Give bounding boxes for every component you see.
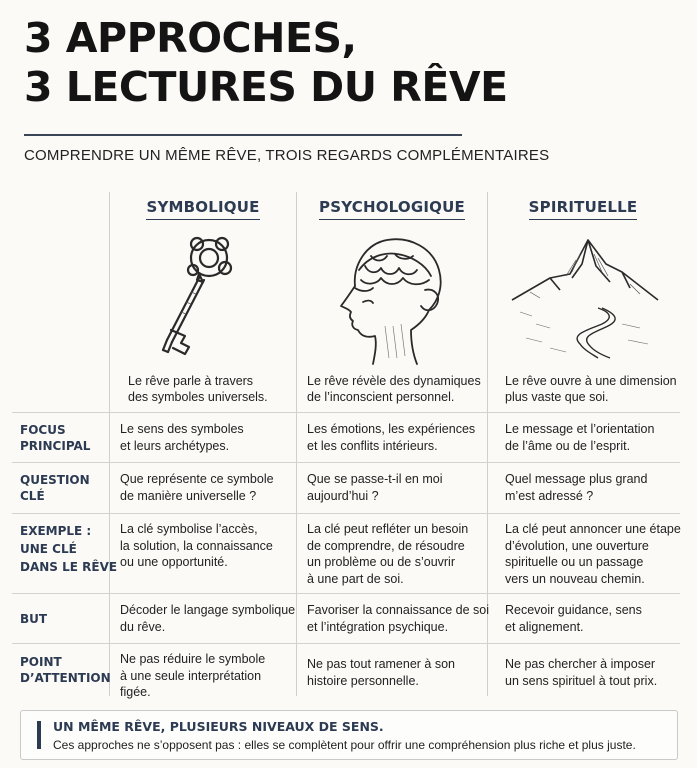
row-label-focus: FOCUS PRINCIPAL xyxy=(20,423,91,453)
footer-callout xyxy=(20,710,678,760)
column-heading-psychologique: PSYCHOLOGIQUE xyxy=(297,198,487,220)
page-title xyxy=(24,14,508,112)
title-line-1: 3 APPROCHES, xyxy=(24,14,357,62)
intro-psychologique: Le rêve révèle des dynamiques de l’inconscient personnel. xyxy=(307,374,481,404)
row-label-exemple: EXEMPLE : UNE CLÉ DANS LE RÊVE xyxy=(20,524,118,574)
title-line-2: 3 LECTURES DU RÊVE xyxy=(24,63,508,111)
row-label-but: BUT xyxy=(20,612,48,626)
key-icon xyxy=(145,230,245,360)
row-divider xyxy=(12,513,680,514)
cell-but-spirituelle: Recevoir guidance, sens et alignement. xyxy=(505,603,642,634)
column-heading-symbolique: SYMBOLIQUE xyxy=(110,198,296,220)
intro-symbolique: Le rêve parle à travers des symboles universels. xyxy=(128,374,268,404)
intro-spirituelle: Le rêve ouvre à une dimension plus vaste que soi. xyxy=(505,374,677,404)
cell-focus-symbolique: Le sens des symboles et leurs archétypes. xyxy=(120,422,244,453)
cell-but-psychologique: Favoriser la connaissance de soi et l’intégration psychique. xyxy=(307,603,490,634)
cell-focus-psychologique: Les émotions, les expériences et les conflits intérieurs. xyxy=(307,422,476,453)
row-divider xyxy=(12,593,680,594)
footer-text: Ces approches ne s’opposent pas : elles se complètent pour offrir une compréhension plus riche et plus juste. xyxy=(53,738,636,752)
row-divider xyxy=(12,412,680,413)
row-label-question: QUESTION CLÉ xyxy=(20,473,90,503)
row-divider xyxy=(12,462,680,463)
cell-focus-spirituelle: Le message et l’orientation de l’âme ou de l’esprit. xyxy=(505,422,655,453)
cell-exemple-symbolique: La clé symbolise l’accès, la solution, la connaissance ou une opportunité. xyxy=(120,522,273,569)
cell-exemple-psychologique: La clé peut refléter un besoin de comprendre, de résoudre un problème ou de s’ouvrir à une part de soi. xyxy=(307,522,469,586)
cell-attention-psychologique: Ne pas tout ramener à son histoire personnelle. xyxy=(307,657,455,688)
row-divider xyxy=(12,643,680,644)
cell-but-symbolique: Décoder le langage symbolique du rêve. xyxy=(120,603,296,634)
title-underline xyxy=(24,134,462,136)
head-brain-icon xyxy=(325,226,460,366)
cell-question-spirituelle: Quel message plus grand m’est adressé ? xyxy=(505,472,648,503)
cell-attention-spirituelle: Ne pas chercher à imposer un sens spirituel à tout prix. xyxy=(505,657,658,688)
footer-title: UN MÊME RÊVE, PLUSIEURS NIVEAUX DE SENS. xyxy=(53,719,384,734)
cell-question-psychologique: Que se passe-t-il en moi aujourd’hui ? xyxy=(307,472,443,503)
cell-exemple-spirituelle: La clé peut annoncer une étape d’évolution, une ouverture spirituelle ou un passage vers un nouveau chemin. xyxy=(505,522,681,586)
footer-accent-bar xyxy=(37,721,41,749)
column-divider xyxy=(109,192,110,696)
row-label-attention: POINT D’ATTENTION xyxy=(20,655,111,685)
cell-question-symbolique: Que représente ce symbole de manière universelle ? xyxy=(120,472,274,503)
column-divider xyxy=(296,192,297,696)
cell-attention-symbolique: Ne pas réduire le symbole à une seule interprétation figée. xyxy=(120,652,266,699)
column-heading-spirituelle: SPIRITUELLE xyxy=(488,198,678,220)
subtitle: COMPRENDRE UN MÊME RÊVE, TROIS REGARDS COMPLÉMENTAIRES xyxy=(24,147,550,164)
mountain-path-icon xyxy=(510,234,660,359)
